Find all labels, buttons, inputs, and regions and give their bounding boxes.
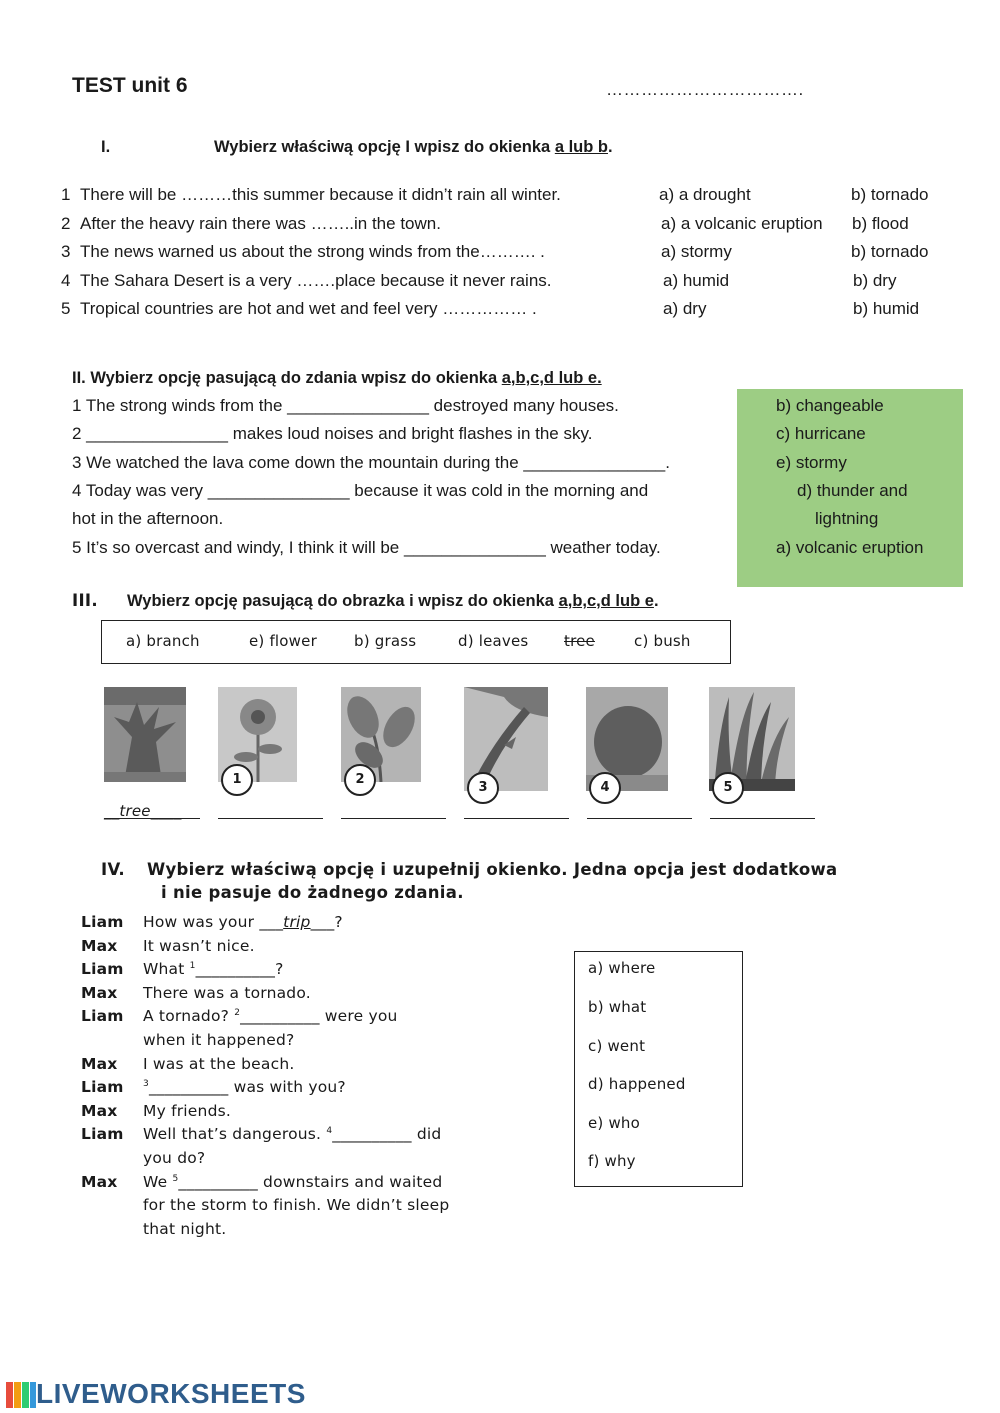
word-option: e) who xyxy=(588,1114,641,1132)
word-option: lightning xyxy=(815,509,879,528)
answer-line-3[interactable] xyxy=(464,818,569,819)
speaker-name: Max xyxy=(81,1101,118,1120)
dialogue-line xyxy=(143,984,311,1002)
dialogue-text_pre: A tornado? xyxy=(143,1007,235,1026)
dialogue-text: My friends. xyxy=(143,1101,232,1120)
sentence: After the heavy rain there was ……..in the town. xyxy=(80,214,441,233)
section1-instruction: Wybierz właściwą opcję I wpisz do okienka a lub b. xyxy=(214,138,613,156)
dialogue-answer: trip xyxy=(283,913,311,931)
sentence-line: 4 Today was very _______________ because it was cold in the morning and xyxy=(72,481,649,500)
dialogue-continuation: when it happened? xyxy=(143,1031,295,1049)
dialogue-continuation: for the storm to finish. We didn’t sleep xyxy=(143,1196,450,1215)
option-b[interactable]: b) flood xyxy=(852,214,909,233)
speaker-name: Max xyxy=(81,1054,118,1073)
dialogue-sup: 5 xyxy=(172,1173,179,1184)
option-a[interactable]: a) stormy xyxy=(661,242,732,261)
item-number: 5 xyxy=(61,299,71,318)
logo-blocks-icon xyxy=(6,1382,36,1408)
dialogue-sup: 4 xyxy=(326,1126,333,1137)
dialogue-text_post: __________ did xyxy=(332,1125,442,1144)
section3-number: III. xyxy=(72,591,98,610)
dialogue-text_post: __________? xyxy=(195,960,284,979)
speaker-name: Max xyxy=(81,1172,118,1191)
sentence-line: 2 _______________ makes loud noises and bright flashes in the sky. xyxy=(72,424,593,443)
speaker-name: Max xyxy=(81,983,118,1002)
dialogue-line[interactable] xyxy=(143,1173,442,1191)
dialogue-text_post: __________ was with you? xyxy=(148,1078,346,1097)
dialogue-line[interactable] xyxy=(143,1078,346,1096)
speaker-name: Liam xyxy=(81,913,124,931)
speaker-name: Liam xyxy=(81,1125,124,1144)
dialogue-line xyxy=(143,1102,231,1120)
word-option: a) volcanic eruption xyxy=(776,538,924,557)
item-number: 4 xyxy=(61,271,71,290)
word-option: f) why xyxy=(588,1152,636,1170)
dialogue-text: It wasn’t nice. xyxy=(143,936,255,955)
sentence-line: 5 It’s so overcast and windy, I think it will be _______________ weather today. xyxy=(72,538,661,557)
answer-line-1[interactable] xyxy=(218,818,323,819)
speaker-name: Liam xyxy=(81,1007,124,1026)
option-a[interactable]: a) humid xyxy=(663,271,730,290)
dialogue-line xyxy=(143,1055,295,1073)
dialogue-sup: 1 xyxy=(189,961,196,972)
word-option: b) what xyxy=(588,998,647,1016)
sentence: Tropical countries are hot and wet and feel very …………… . xyxy=(80,299,537,318)
sentence: There will be ………this summer because it didn’t rain all winter. xyxy=(80,185,561,204)
picture-number-1: 1 xyxy=(221,764,253,796)
item-number: 1 xyxy=(61,185,71,204)
bank-option-leaves: d) leaves xyxy=(458,632,529,650)
dialogue-line[interactable] xyxy=(143,960,284,978)
bank-option-tree-crossed: tree xyxy=(564,632,595,650)
word-option: b) changeable xyxy=(776,396,884,415)
section3-instruction: Wybierz opcję pasującą do obrazka i wpisz do okienka a,b,c,d lub e. xyxy=(127,592,659,610)
section4-instruction-2: i nie pasuje do żadnego zdania. xyxy=(161,883,464,902)
dialogue-text_pre: How was your xyxy=(143,913,260,931)
picture-number-2: 2 xyxy=(344,764,376,796)
dialogue-continuation: you do? xyxy=(143,1149,206,1167)
word-option: e) stormy xyxy=(776,453,847,472)
section2-instruction: II. Wybierz opcję pasującą do zdania wpisz do okienka a,b,c,d lub e. xyxy=(72,369,602,387)
bank-option-branch: a) branch xyxy=(126,632,200,650)
picture-number-4: 4 xyxy=(589,772,621,804)
answer-line-5[interactable] xyxy=(710,818,815,819)
answer-line-2[interactable] xyxy=(341,818,446,819)
item-number: 2 xyxy=(61,214,71,233)
option-a[interactable]: a) a volcanic eruption xyxy=(661,214,823,233)
dialogue-line[interactable] xyxy=(143,913,343,931)
dialogue-blank: ___ xyxy=(259,913,284,931)
option-b[interactable]: b) tornado xyxy=(851,185,929,204)
dialogue-text_post: __________ were you xyxy=(240,1007,398,1026)
dialogue-line[interactable] xyxy=(143,1125,441,1143)
word-option: c) hurricane xyxy=(776,424,866,443)
sentence-line: hot in the afternoon. xyxy=(72,509,224,528)
section4-number: IV. xyxy=(101,860,125,879)
dialogue-text_pre: What xyxy=(143,960,190,979)
word-option: a) where xyxy=(588,959,656,977)
sentence-line: 3 We watched the lava come down the mountain during the _______________. xyxy=(72,453,670,472)
word-option: c) went xyxy=(588,1037,646,1055)
dialogue-text: I was at the beach. xyxy=(143,1054,295,1073)
word-option: d) happened xyxy=(588,1075,686,1093)
picture-number-3: 3 xyxy=(467,772,499,804)
liveworksheets-logo xyxy=(6,1382,36,1408)
bank-option-grass: b) grass xyxy=(354,632,417,650)
option-b[interactable]: b) humid xyxy=(853,299,920,318)
sentence-line: 1 The strong winds from the _______________ destroyed many houses. xyxy=(72,396,619,415)
dialogue-continuation: that night. xyxy=(143,1219,227,1238)
option-b[interactable]: b) dry xyxy=(853,271,897,290)
dialogue-line xyxy=(143,937,255,955)
dialogue-line[interactable] xyxy=(143,1007,398,1025)
page-title: TEST unit 6 xyxy=(72,74,188,97)
bank-option-flower: e) flower xyxy=(249,632,317,650)
section1-number: I. xyxy=(101,138,111,156)
dialogue-text_post: __________ downstairs and waited xyxy=(178,1172,443,1191)
dialogue-text: There was a tornado. xyxy=(143,983,311,1002)
picture-number-5: 5 xyxy=(712,772,744,804)
option-b[interactable]: b) tornado xyxy=(851,242,929,261)
option-a[interactable]: a) a drought xyxy=(659,185,751,204)
dialogue-sup: 3 xyxy=(143,1079,149,1090)
bank-option-bush: c) bush xyxy=(634,632,691,650)
dialogue-sup: 2 xyxy=(234,1008,241,1019)
sentence: The news warned us about the strong winds from the………. . xyxy=(80,242,545,261)
student-name-line[interactable]: ……………………………. xyxy=(606,80,804,99)
dialogue-text_post: ___? xyxy=(310,913,343,931)
logo-text: LIVEWORKSHEETS xyxy=(36,1378,306,1409)
option-a[interactable]: a) dry xyxy=(663,299,707,318)
word-option: d) thunder and xyxy=(797,481,908,500)
dialogue-text_pre: We xyxy=(143,1172,173,1191)
speaker-name: Liam xyxy=(81,1078,124,1097)
answer-line-4[interactable] xyxy=(587,818,692,819)
item-number: 3 xyxy=(61,242,71,261)
section4-instruction-1: Wybierz właściwą opcję i uzupełnij okienko. Jedna opcja jest dodatkowa xyxy=(147,860,838,879)
speaker-name: Liam xyxy=(81,960,124,979)
example-answer-line xyxy=(104,818,200,819)
example-answer: __tree____ xyxy=(104,802,182,820)
sentence: The Sahara Desert is a very …….place because it never rains. xyxy=(80,271,552,290)
speaker-name: Max xyxy=(81,936,118,955)
tree-picture xyxy=(104,687,186,782)
dialogue-text_pre: Well that’s dangerous. xyxy=(143,1125,327,1144)
